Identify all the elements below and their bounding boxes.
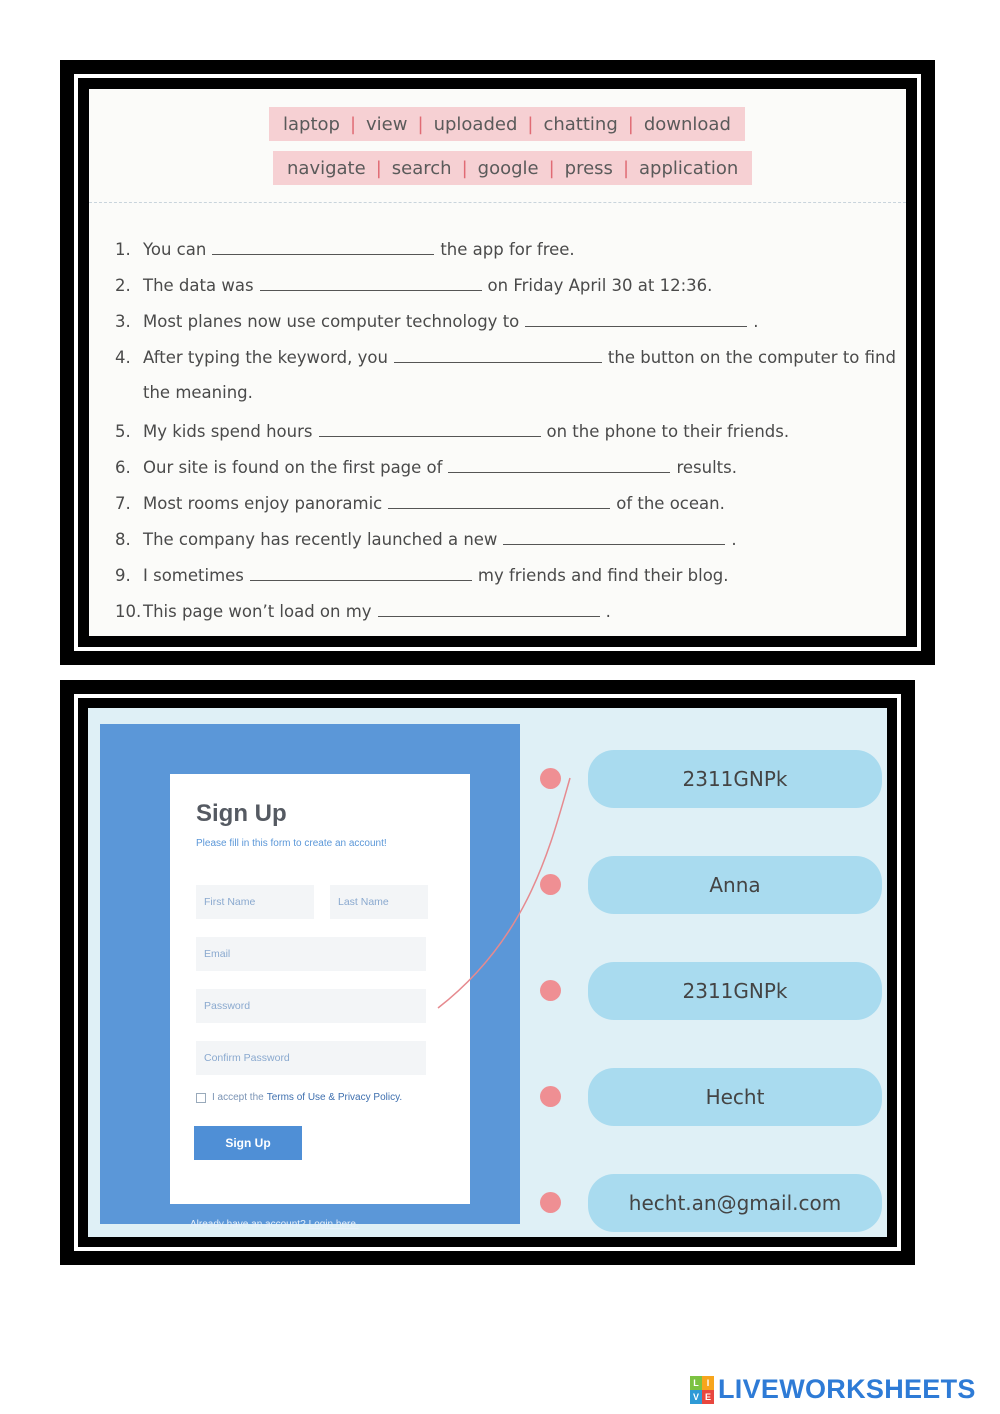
word-bank-item: view bbox=[366, 113, 408, 135]
answer-blank[interactable] bbox=[448, 458, 670, 473]
answer-pill[interactable]: hecht.an@gmail.com bbox=[588, 1174, 882, 1232]
question-text: . bbox=[731, 530, 737, 549]
answer-pill[interactable]: 2311GNPk bbox=[588, 750, 882, 808]
question-text: I sometimes bbox=[143, 566, 244, 585]
logo-text: LIVEWORKSHEETS bbox=[718, 1374, 976, 1404]
word-bank-item: uploaded bbox=[433, 113, 518, 135]
email-field[interactable]: Email bbox=[196, 937, 426, 971]
word-bank-row-1 bbox=[269, 107, 745, 141]
question-number: 5. bbox=[115, 422, 131, 441]
question-number: 8. bbox=[115, 530, 131, 549]
separator: | bbox=[627, 113, 634, 135]
question-text: my friends and find their blog. bbox=[477, 566, 729, 585]
question-9 bbox=[115, 566, 729, 585]
question-text: This page won’t load on my bbox=[143, 602, 372, 621]
liveworksheets-logo bbox=[690, 1374, 976, 1405]
question-4 bbox=[115, 348, 896, 367]
match-dot[interactable] bbox=[540, 768, 561, 789]
login-link[interactable]: Login here. bbox=[308, 1219, 359, 1230]
answer-pill[interactable]: Hecht bbox=[588, 1068, 882, 1126]
separator: | bbox=[461, 157, 468, 179]
terms-link[interactable]: Terms of Use & Privacy Policy. bbox=[266, 1092, 403, 1103]
answer-blank[interactable] bbox=[250, 566, 472, 581]
question-text: You can bbox=[143, 240, 207, 259]
login-text: Already have an account? bbox=[190, 1219, 306, 1230]
question-text: . bbox=[605, 602, 611, 621]
form-subtitle: Please fill in this form to create an account! bbox=[196, 838, 387, 849]
question-text: My kids spend hours bbox=[143, 422, 313, 441]
question-number: 4. bbox=[115, 348, 131, 367]
question-number: 9. bbox=[115, 566, 131, 585]
terms-text: I accept the bbox=[212, 1092, 264, 1103]
question-text: After typing the keyword, you bbox=[143, 348, 388, 367]
question-1 bbox=[115, 240, 575, 259]
question-2 bbox=[115, 276, 712, 295]
match-dot[interactable] bbox=[540, 1086, 561, 1107]
question-text: the app for free. bbox=[440, 240, 575, 259]
question-number: 2. bbox=[115, 276, 131, 295]
question-text: The data was bbox=[143, 276, 254, 295]
separator: | bbox=[417, 113, 424, 135]
answer-blank[interactable] bbox=[503, 530, 725, 545]
word-bank-item: download bbox=[643, 113, 731, 135]
question-6 bbox=[115, 458, 737, 477]
separator: | bbox=[527, 113, 534, 135]
separator: | bbox=[375, 157, 382, 179]
question-3 bbox=[115, 312, 759, 331]
answer-pill[interactable]: Anna bbox=[588, 856, 882, 914]
question-text: of the ocean. bbox=[616, 494, 725, 513]
question-text: results. bbox=[676, 458, 737, 477]
word-bank-item: search bbox=[391, 157, 452, 179]
question-7 bbox=[115, 494, 725, 513]
exercise-frame bbox=[60, 60, 935, 665]
vocabulary-exercise bbox=[89, 89, 906, 636]
word-bank-item: application bbox=[639, 157, 739, 179]
answer-blank[interactable] bbox=[394, 348, 602, 363]
answer-blank[interactable] bbox=[212, 240, 434, 255]
question-text: . bbox=[753, 312, 759, 331]
match-dot[interactable] bbox=[540, 874, 561, 895]
separator: | bbox=[548, 157, 555, 179]
first-name-field[interactable]: First Name bbox=[196, 885, 314, 919]
match-dot[interactable] bbox=[540, 1192, 561, 1213]
question-4-continuation: the meaning. bbox=[143, 383, 253, 402]
question-text: the button on the computer to find bbox=[607, 348, 896, 367]
question-number: 10. bbox=[115, 602, 142, 621]
answer-pill[interactable]: 2311GNPk bbox=[588, 962, 882, 1020]
divider bbox=[89, 202, 906, 203]
word-bank-item: google bbox=[477, 157, 539, 179]
question-8 bbox=[115, 530, 737, 549]
confirm-password-field[interactable]: Confirm Password bbox=[196, 1041, 426, 1075]
answer-blank[interactable] bbox=[319, 422, 541, 437]
answer-blank[interactable] bbox=[260, 276, 482, 291]
password-field[interactable]: Password bbox=[196, 989, 426, 1023]
question-text: Our site is found on the first page of bbox=[143, 458, 443, 477]
word-bank-item: chatting bbox=[543, 113, 618, 135]
question-text: The company has recently launched a new bbox=[143, 530, 498, 549]
question-number: 7. bbox=[115, 494, 131, 513]
question-10 bbox=[115, 602, 611, 621]
question-text: on the phone to their friends. bbox=[546, 422, 790, 441]
logo-mark-icon: L I V E bbox=[690, 1376, 714, 1404]
answer-blank[interactable] bbox=[388, 494, 610, 509]
question-5 bbox=[115, 422, 789, 441]
answer-blank[interactable] bbox=[378, 602, 600, 617]
match-dot[interactable] bbox=[540, 980, 561, 1001]
question-number: 3. bbox=[115, 312, 131, 331]
question-text: Most planes now use computer technology to bbox=[143, 312, 520, 331]
form-title: Sign Up bbox=[196, 800, 287, 827]
separator: | bbox=[622, 157, 630, 179]
signup-button[interactable]: Sign Up bbox=[194, 1126, 302, 1160]
word-bank-row-2 bbox=[273, 151, 752, 185]
word-bank-item: navigate bbox=[287, 157, 366, 179]
question-text: Most rooms enjoy panoramic bbox=[143, 494, 383, 513]
matching-frame bbox=[60, 680, 915, 1265]
question-text: on Friday April 30 at 12:36. bbox=[487, 276, 713, 295]
last-name-field[interactable]: Last Name bbox=[330, 885, 428, 919]
question-number: 6. bbox=[115, 458, 131, 477]
word-bank-item: press bbox=[564, 157, 613, 179]
word-bank-item: laptop bbox=[283, 113, 340, 135]
separator: | bbox=[349, 113, 357, 135]
question-number: 1. bbox=[115, 240, 131, 259]
answer-blank[interactable] bbox=[525, 312, 747, 327]
matching-exercise bbox=[88, 708, 887, 1237]
